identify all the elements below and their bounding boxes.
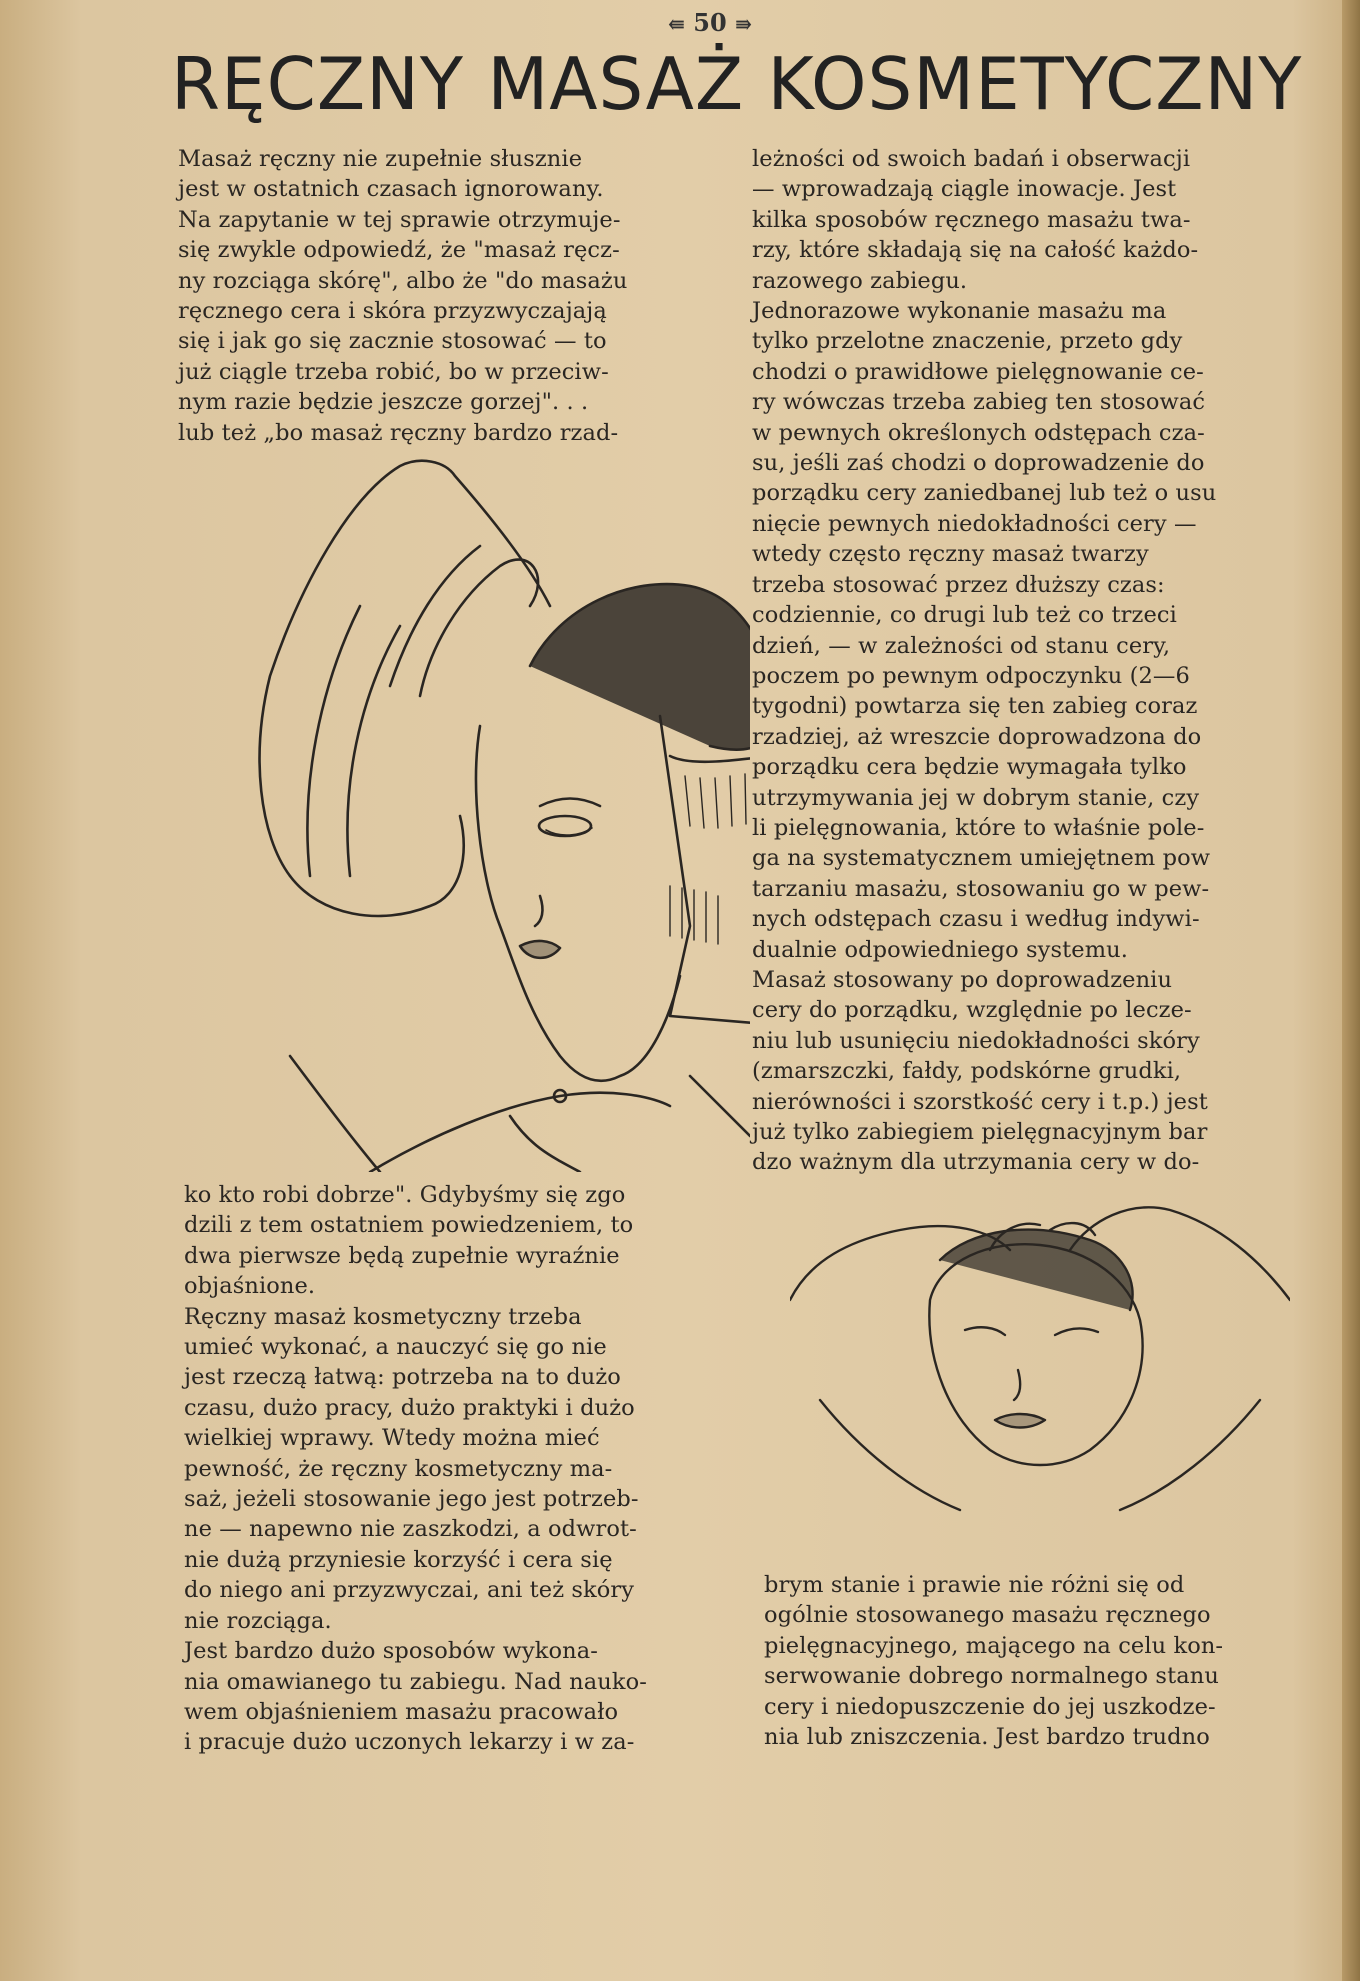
text-line: nych odstępach czasu i według indywi- [752,906,1200,933]
text-line: ręcznego cera i skóra przyzwyczajają [178,298,607,325]
column-right-bottom [764,1570,1312,1752]
text-line: wtedy często ręczny masaż twarzy [752,541,1149,568]
text-line: już ciągle trzeba robić, bo w przeciw- [178,358,609,385]
text-line: rzy, które składają się na całość każdo- [752,237,1199,264]
text-line: nierówności i szorstkość cery i t.p.) jest [752,1088,1208,1115]
text-line: i pracuje dużo uczonych lekarzy i w za- [184,1729,635,1756]
text-line: jest rzeczą łatwą: potrzeba na to dużo [184,1364,621,1391]
text-line: ry wówczas trzeba zabieg ten stosować [752,389,1206,416]
text-line: ko kto robi dobrze". Gdybyśmy się zgo [184,1182,626,1208]
text-line: tylko przelotne znaczenie, przeto gdy [752,328,1183,355]
text-line: pewność, że ręczny kosmetyczny ma- [184,1455,613,1482]
text-line: saż, jeżeli stosowanie jego jest potrzeb- [184,1486,639,1513]
article-title: RĘCZNY MASAŻ KOSMETYCZNY [171,42,1303,126]
text-line: Ręczny masaż kosmetyczny trzeba [184,1303,582,1330]
text-line: trzeba stosować przez dłuższy czas: [752,571,1165,598]
text-line: niu lub usunięciu niedokładności skóry [752,1027,1200,1054]
text-line: razowego zabiegu. [752,267,968,294]
text-line: już tylko zabiegiem pielęgnacyjnym bar [752,1119,1208,1145]
text-line: brym stanie i prawie nie różni się od [764,1572,1185,1598]
text-line: nięcie pewnych niedokładności cery — [752,510,1197,537]
column-right-top [752,144,1312,1178]
text-line: Na zapytanie w tej sprawie otrzymuje- [178,206,621,233]
text-line: tygodni) powtarza się ten zabieg coraz [752,693,1198,720]
text-line: Jednorazowe wykonanie masażu ma [752,298,1167,325]
text-line: nie rozciąga. [184,1607,332,1634]
text-line: poczem po pewnym odpoczynku (2—6 [752,662,1190,689]
text-line: utrzymywania jej w dobrym stanie, czy [752,784,1200,811]
text-line: czasu, dużo pracy, dużo praktyki i dużo [184,1394,635,1421]
text-line: ogólnie stosowanego masażu ręcznego [764,1602,1211,1629]
text-line: dzień, — w zależności od stanu cery, [752,632,1171,659]
text-line: objaśnione. [184,1273,316,1300]
page-spine-shadow [1342,0,1360,1981]
text-line: ga na systematycznem umiejętnem pow [752,845,1211,872]
text-line: chodzi o prawidłowe pielęgnowanie ce- [752,358,1204,385]
text-line: porządku cery zaniedbanej lub też o usu [752,480,1217,507]
text-line: w pewnych określonych odstępach cza- [752,419,1205,446]
text-line: li pielęgnowania, które to właśnie pole- [752,814,1205,841]
text-line: (zmarszczki, fałdy, podskórne grudki, [752,1058,1182,1085]
column-left-bottom [184,1180,736,1758]
column-left-top [178,144,730,448]
page-number-ornament-right: ⇛ [735,12,752,36]
text-line: rzadziej, aż wreszcie doprowadzona do [752,723,1202,750]
page-number-value: 50 [693,8,727,37]
text-line: się zwykle odpowiedź, że "masaż ręcz- [178,237,620,264]
text-line: Masaż stosowany po doprowadzeniu [752,966,1173,993]
text-line: dzo ważnym dla utrzymania cery w do- [752,1149,1200,1176]
text-line: cery i niedopuszczenie do jej uszkodze- [764,1693,1216,1720]
illustration-hand-on-forehead [230,456,750,1172]
text-line: lub też „bo masaż ręczny bardzo rzad- [178,419,619,446]
text-line: dzili z tem ostatniem powiedzeniem, to [184,1212,634,1239]
text-line: leżności od swoich badań i obserwacji [752,146,1191,172]
text-line: cery do porządku, względnie po lecze- [752,997,1192,1024]
text-line: su, jeśli zaś chodzi o doprowadzenie do [752,450,1205,477]
text-line: Masaż ręczny nie zupełnie słusznie [178,146,583,172]
text-line: codziennie, co drugi lub też co trzeci [752,602,1177,629]
text-line: nym razie będzie jeszcze gorzej". . . [178,389,589,416]
text-line: wem objaśnieniem masażu pracowało [184,1698,619,1725]
illustration-fingers-on-forehead [790,1190,1290,1530]
text-line: dualnie odpowiedniego systemu. [752,936,1128,963]
text-line: porządku cera będzie wymagała tylko [752,754,1187,781]
text-line: kilka sposobów ręcznego masażu twa- [752,206,1191,233]
text-line: się i jak go się zacznie stosować — to [178,328,607,355]
text-line: serwowanie dobrego normalnego stanu [764,1663,1219,1690]
page-number [640,8,780,38]
text-line: Jest bardzo dużo sposobów wykona- [184,1638,598,1665]
text-line: wielkiej wprawy. Wtedy można mieć [184,1425,600,1452]
text-line: nia lub zniszczenia. Jest bardzo trudno [764,1724,1210,1751]
text-line: do niego ani przyzwyczai, ani też skóry [184,1577,635,1604]
text-line: ne — napewno nie zaszkodzi, a odwrot- [184,1516,637,1543]
text-line: umieć wykonać, a nauczyć się go nie [184,1334,607,1361]
text-line: — wprowadzają ciągle inowacje. Jest [752,176,1177,203]
text-line: jest w ostatnich czasach ignorowany. [178,176,604,203]
text-line: ny rozciąga skórę", albo że "do masażu [178,267,628,294]
text-line: nie dużą przyniesie korzyść i cera się [184,1546,613,1573]
text-line: pielęgnacyjnego, mającego na celu kon- [764,1632,1224,1659]
text-line: dwa pierwsze będą zupełnie wyraźnie [184,1242,620,1269]
page-number-ornament-left: ⇚ [668,12,685,36]
text-line: nia omawianego tu zabiegu. Nad nauko- [184,1668,647,1695]
text-line: tarzaniu masażu, stosowaniu go w pew- [752,875,1210,902]
